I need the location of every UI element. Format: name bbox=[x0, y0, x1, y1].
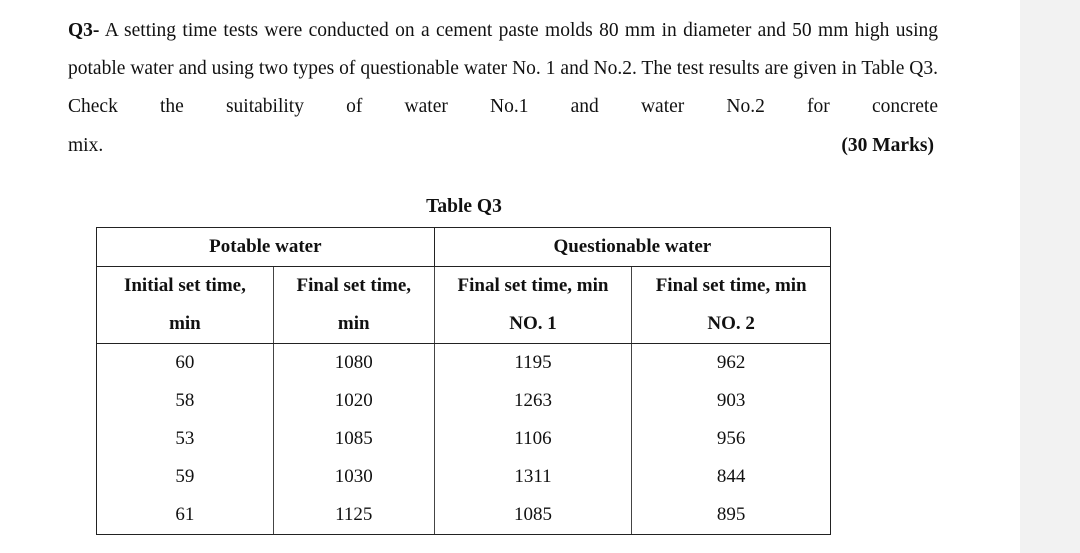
group-header-row bbox=[97, 228, 831, 267]
column-header: min bbox=[273, 305, 434, 344]
table-cell: 844 bbox=[632, 458, 831, 496]
table-cell: 1020 bbox=[273, 382, 434, 420]
column-header: NO. 2 bbox=[632, 305, 831, 344]
table-cell: 61 bbox=[97, 496, 274, 535]
table-cell: 60 bbox=[97, 344, 274, 383]
table-cell: 962 bbox=[632, 344, 831, 383]
table-cell: 895 bbox=[632, 496, 831, 535]
table-cell: 1263 bbox=[434, 382, 632, 420]
table-cell: 1125 bbox=[273, 496, 434, 535]
table-cell: 59 bbox=[97, 458, 274, 496]
question-paragraph bbox=[68, 12, 938, 126]
question-text: A setting time tests were conducted on a cement paste molds 80 mm in diameter and 50 mm high using potable water and using two types of questionable water No. 1 and No.2. The test results are given in Table Q3. Check the suitability of water No.1 and water No.2 for concrete bbox=[68, 20, 938, 117]
results-table bbox=[96, 227, 831, 535]
table-cell: 1106 bbox=[434, 420, 632, 458]
table-cell: 1080 bbox=[273, 344, 434, 383]
table-row bbox=[97, 382, 831, 420]
table-cell: 1085 bbox=[434, 496, 632, 535]
table-cell: 1195 bbox=[434, 344, 632, 383]
table-caption: Table Q3 bbox=[426, 196, 502, 217]
table-cell: 1085 bbox=[273, 420, 434, 458]
table-cell: 58 bbox=[97, 382, 274, 420]
column-header: Final set time, min bbox=[434, 267, 632, 306]
column-header: Initial set time, bbox=[97, 267, 274, 306]
table-cell: 1311 bbox=[434, 458, 632, 496]
table-cell: 903 bbox=[632, 382, 831, 420]
question-number: Q3- bbox=[68, 20, 100, 41]
table-row bbox=[97, 496, 831, 535]
column-header-row-1 bbox=[97, 267, 831, 306]
group-header-questionable: Questionable water bbox=[434, 228, 830, 267]
side-panel-strip bbox=[1020, 0, 1080, 553]
column-header: min bbox=[97, 305, 274, 344]
column-header: Final set time, bbox=[273, 267, 434, 306]
question-last-line bbox=[68, 127, 934, 165]
column-header: Final set time, min bbox=[632, 267, 831, 306]
column-header: NO. 1 bbox=[434, 305, 632, 344]
table-row bbox=[97, 344, 831, 383]
marks-label: (30 Marks) bbox=[841, 135, 934, 156]
table-row bbox=[97, 420, 831, 458]
table-cell: 1030 bbox=[273, 458, 434, 496]
question-text-end: mix. bbox=[68, 135, 104, 156]
column-header-row-2 bbox=[97, 305, 831, 344]
table-cell: 956 bbox=[632, 420, 831, 458]
group-header-potable: Potable water bbox=[97, 228, 435, 267]
table-row bbox=[97, 458, 831, 496]
table-cell: 53 bbox=[97, 420, 274, 458]
